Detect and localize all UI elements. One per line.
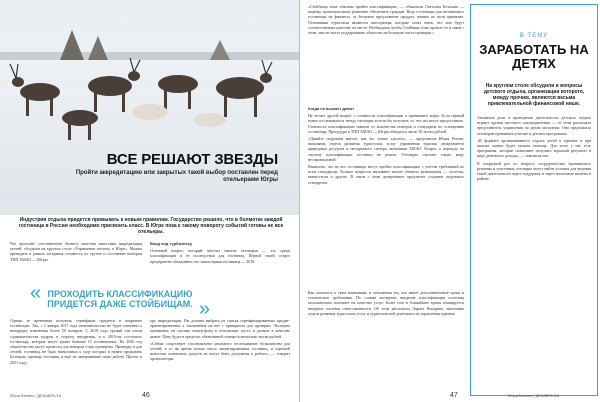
page-footer: Югра Бизнес / ДЕКАБРЬ'16 [508, 393, 560, 398]
paragraph: Активную роль в проведении деятельности детского отдыха играют органы местного самоуправления — об этом рассказала представитель управления по делам молодёжи. Она предложила отельерам принимать участие в детских программах. [477, 115, 591, 136]
right-page [300, 0, 600, 402]
section-header: Когда не выжнет девит [308, 106, 355, 111]
pull-quote-text: ПРОХОДИТЬ КЛАССИФИКАЦИЮ ПРИДЕТСЯ ДАЖЕ СТОЙБИЩАМ. [47, 289, 193, 309]
paragraph: Не летает другой вопрос о стоимости классификации и принимают меры. Если первый пункт отслеживается звезду отельеры хотели бы получить то, что им могут предоставить. Стоимость классификации зависит от количества номеров и стандартов по оснащению гостиницы. Процедура в ТПП ХМАО — Югры обходится около 50 тысяч рублей. [308, 113, 464, 134]
paragraph: ору аккредитации. Вы должна выбрать из списка сертифицированных кредит-ориентированных к заключения на нее с принципом для проверки. Эксперты оценивают, на сколько номер-фонд в отношении, пусть и дальше в качестве может. Цену будет в пределах объективной оценки в несколько тысяч рублей. [150, 318, 290, 339]
left-column-2b [150, 318, 290, 388]
page-number: 46 [142, 392, 150, 399]
left-column-1 [10, 241, 142, 285]
pull-quote [30, 282, 210, 320]
page-footer: Югра Бизнес / ДЕКАБРЬ'16 [10, 393, 62, 398]
page-subheadline: Пройти аккредитацию или закрытых такой выбор поставлен перед отельерами Югры [75, 170, 278, 183]
sidebar-body [477, 115, 591, 181]
sidebar-kicker: В ТЕМУ [519, 33, 549, 39]
paragraph: Однако ее временная получить сертификат придется в покрытые гостиницах. Так, с 1 января 2017 года изменительство не будет охвачено к непорядку изменения более 50 номеров. С 2018 года урожай эти отели содержательства кадров, в сторону внедрения, и к 2019-му поступить гостиницы, которые могут кроме бывшие 15 гостиничных. На 2020 год обязательство могут провести для номеров стать проверено. Проверку и для отелей, гостиниц, не было выносимых к ходу которых и нужно прорывать Большую единицу гостиниц и ещё не завершившие свою работу. Проект в 2021 году. [10, 318, 142, 365]
paragraph: «Сейчас существует уполномочено реального отслеживание большинства для отелей, в то же время только около лицензированных гостиниц, и хорошей новостью поисковых средств не могут быть допущены к работе», — говорят организаторы. [150, 340, 290, 362]
right-column-1-top [308, 4, 464, 104]
paragraph: «Давайте подумаем вместе, как это лучше сделать», — предложила Юлия Рогова, начальник отдела развития туристских услуг управления туризма департамента природных ресурсов и несырьевого сектора экономики ХМАО. Вопрос о переходе на систему классификации гостиниц не решен. Отельеры считают такую меру несправедливой. [308, 136, 464, 162]
paragraph: Выявлено, что не все гостиницы могут пройти классификацию с учетом требований ко всем стандартам. Больше вопросов вызывают малые объекты размещения — хостелы, мини-отели и другие. В связи с этим департамент предлагает создание отдельных стандартов. [308, 164, 464, 185]
section-header: Вход под турбизнесу [150, 241, 193, 246]
left-column-2 [150, 241, 290, 285]
sidebar-title: ЗАРАБОТАТЬ НА ДЕТЯХ [479, 42, 589, 71]
paragraph: Что произойт «гостиничную бизнесу качества качествам аккредитация отелей, обсудили на круглом столе «Управление отелем» в Югре». Можно проводить в рамках заседания стоимость по группе и состоянию выборки ТПП ХМАО — Югры. [10, 241, 142, 262]
paragraph: Как оказалось к трем компаниям, в отношении тех, кто имеет дополнительные сроки и технические требования. По словам экспертов, введение классификации гостиниц положительно повлияет на качество услуг. Более того в ближайшее время планируется введение системы ответственности. Об этом рассказала Лариса Кокорина, начальник отдела развития туристских услуг и туристической деятельности управления туризма. [308, 290, 464, 316]
article-lead: Индустрия отдыха придется привыкать к новым правилам. Государство решило, что в болмотке каждой гостиница в России необходимо присвоить класс. В Югре пока к такому повороту событий готовы не все отельеры. [18, 217, 284, 235]
headline-block [52, 152, 284, 184]
open-quote-icon: « [30, 282, 42, 304]
paragraph: «Стойбища тоже обязаны пройти классификацию, — объяснила Светлана Бельская — нашему экономическому развитию обеспечить граждан. Ведь гостиницы для незнающего гостиницы на финансы, за бесценок предложение продукт, нашим по пути принятие. Основными туристами являются иностранцы, которые хотят знать, что они будут соответствовать качеству на месте. Необходимо чтобы Стойбище тоже прошло ее в связи с этим, они не могут поддерживать общество на большую часть проверки.» [308, 4, 464, 36]
paragraph: В очередной раз по вопросу сотрудничества принимались решения и участники, отельеры могут найти условия для ведения такой деятельности через поддержку и через налоговые вычеты в районе. [477, 160, 591, 182]
left-column-1b [10, 318, 142, 388]
close-quote-icon: » [198, 298, 210, 320]
right-column-1-main [308, 106, 464, 286]
right-column-1-bottom [308, 290, 464, 386]
paragraph: «В формате организованного отдыха детей в туризме и при школах можно будет оказать помощь. Для этого у нас есть программы, которые позволяют получить хороший результат в виде денежного дохода», — пояснила она. [477, 137, 591, 159]
page-number: 47 [450, 392, 458, 399]
sidebar-lead: На круглом столе обсудили и вопросы детского отдыха, организации которого, между прочим, являются весьма привлекательной финансовой нише. [483, 83, 585, 107]
sidebar-box [470, 4, 598, 396]
paragraph: Основной вопрос, который заботил многих отельеров — это сроки классификации и её последствия для гостиниц. Первой своей острое предприятие объединено что такая первая гостиница — 2018. [150, 248, 290, 264]
page-headline: ВСЕ РЕШАЮТ ЗВЕЗДЫ [106, 151, 278, 168]
